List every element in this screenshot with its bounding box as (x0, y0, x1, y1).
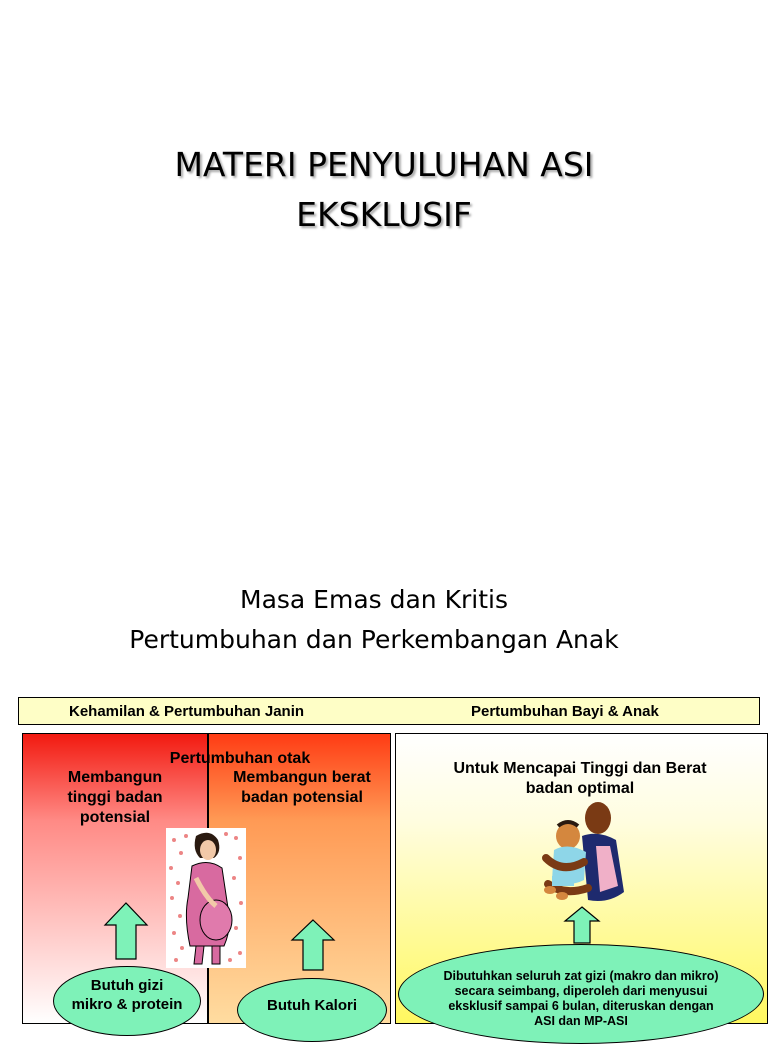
mother-baby-illustration (538, 796, 628, 908)
height-goal-line-1: Membangun (67, 769, 163, 786)
diagram-header (18, 697, 760, 725)
arrow-up-icon (290, 918, 336, 972)
oval-complete-line-1: Dibutuhkan seluruh zat gizi (makro dan mikro) (443, 969, 719, 983)
height-goal-text (40, 768, 190, 828)
arrow-up-icon (563, 905, 601, 945)
oval-complete-line-3: eksklusif sampai 6 bulan, diteruskan dengan (448, 999, 714, 1013)
optimal-growth-text (410, 759, 750, 799)
oval-calorie-label: Butuh Kalori (267, 997, 357, 1014)
weight-goal-line-1: Membangun berat (233, 769, 371, 786)
oval-micronutrient-line-2: mikro & protein (71, 996, 183, 1013)
oval-micronutrient-line-1: Butuh gizi (90, 977, 164, 994)
weight-goal-line-2: badan potensial (241, 789, 363, 806)
brain-growth-label: Pertumbuhan otak (169, 750, 311, 767)
pregnant-woman-illustration (166, 828, 246, 968)
oval-complete-line-4: ASI dan MP-ASI (534, 1014, 628, 1028)
header-pregnancy-label: Kehamilan & Pertumbuhan Janin (69, 703, 305, 720)
section-heading-line-1: Masa Emas dan Kritis (240, 585, 508, 614)
title-line-2: EKSKLUSIF (296, 195, 472, 234)
oval-calorie-need (237, 978, 387, 1042)
height-goal-line-3: potensial (79, 809, 151, 826)
section-heading (0, 580, 748, 660)
header-child-growth-label: Pertumbuhan Bayi & Anak (471, 703, 659, 720)
slide-title (0, 140, 768, 240)
oval-complete-nutrition (398, 944, 764, 1044)
optimal-growth-line-2: badan optimal (525, 780, 635, 797)
height-goal-line-2: tinggi badan (67, 789, 163, 806)
weight-goal-text (212, 768, 392, 808)
arrow-up-icon (103, 901, 149, 961)
oval-micronutrient-need (53, 966, 201, 1036)
section-heading-line-2: Pertumbuhan dan Perkembangan Anak (129, 625, 619, 654)
optimal-growth-line-1: Untuk Mencapai Tinggi dan Berat (453, 760, 707, 777)
oval-complete-line-2: secara seimbang, diperoleh dari menyusui (454, 984, 708, 998)
title-line-1: MATERI PENYULUHAN ASI (174, 145, 594, 184)
